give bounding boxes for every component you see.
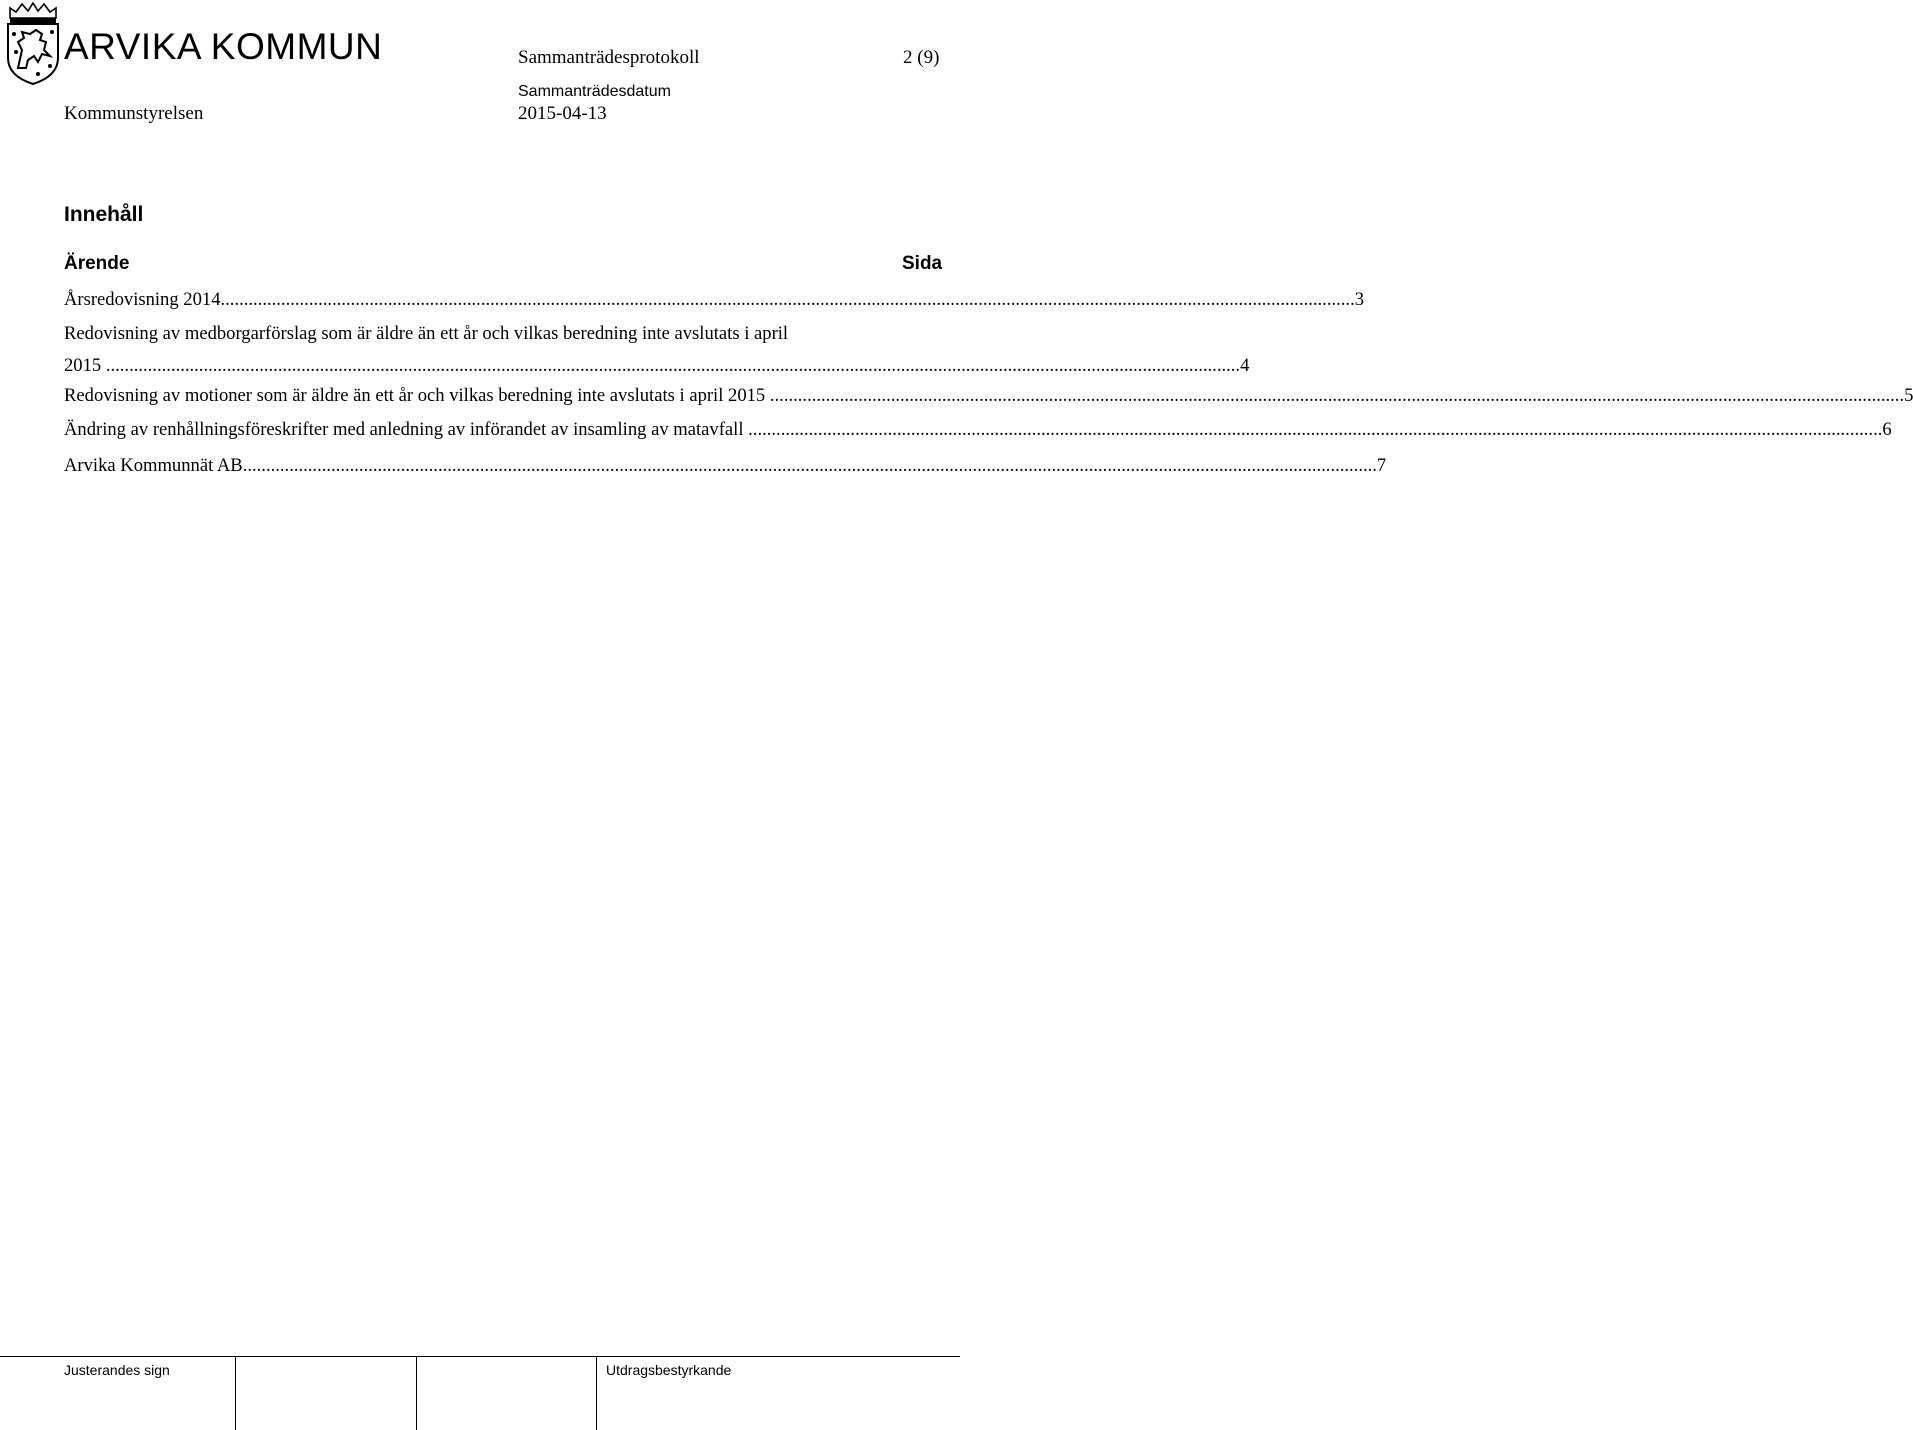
toc-entry-page: 6 [1882, 419, 1892, 440]
toc-leader: .................................................................................................................................................................................................................................................... [101, 355, 1241, 376]
committee-name: Kommunstyrelsen [64, 103, 204, 124]
toc-entry-page: 5 [1904, 385, 1913, 406]
toc-column-page: Sida [902, 253, 943, 274]
signature-box-divider [235, 1356, 236, 1430]
toc-entry-title: Ändring av renhållningsföreskrifter med anledning av införandet av insamling av matavfall [64, 419, 744, 440]
toc-entry[interactable] [64, 450, 1387, 482]
toc-entry-title: Arvika Kommunnät AB [64, 455, 243, 476]
signature-label: Justerandes sign [64, 1362, 170, 1378]
toc-leader: .................................................................................................................................................................................................................................................... [242, 455, 1377, 476]
certification-label: Utdragsbestyrkande [606, 1362, 732, 1378]
coat-of-arms-icon [4, 2, 62, 86]
toc-entry-title: Redovisning av medborgarförslag som är äldre än ett år och vilkas beredning inte avslutats i april [64, 323, 789, 344]
toc-title: Innehåll [64, 203, 144, 226]
date-label: Sammanträdesdatum [518, 83, 671, 100]
toc-entry[interactable] [64, 318, 1250, 382]
toc-entry-title: Årsredovisning 2014 [64, 289, 221, 310]
document-type: Sammanträdesprotokoll [518, 47, 700, 68]
footer-rule [0, 1356, 960, 1357]
signature-box-divider [416, 1356, 417, 1430]
organization-logo: ARVIKA KOMMUN [64, 26, 383, 67]
toc-entry[interactable] [64, 380, 1913, 412]
toc-leader: .................................................................................................................................................................................................................................................... [743, 419, 1883, 440]
toc-leader: .................................................................................................................................................................................................................................................... [220, 289, 1355, 310]
toc-column-item: Ärende [64, 253, 130, 274]
toc-entry[interactable] [64, 284, 1365, 316]
toc-entry-page: 3 [1354, 289, 1365, 310]
toc-entry-page: 4 [1240, 355, 1250, 376]
toc-entry[interactable] [64, 414, 1892, 446]
signature-box-divider [596, 1356, 597, 1430]
page-number: 2 (9) [903, 47, 940, 68]
toc-entry-title-continued: 2015 [64, 355, 102, 376]
toc-leader: .................................................................................................................................................................................................................................................... [765, 385, 1905, 406]
toc-entry-title: Redovisning av motioner som är äldre än ett år och vilkas beredning inte avslutats i april 2015 [64, 385, 766, 406]
meeting-date: 2015-04-13 [518, 103, 607, 124]
toc-entry-page: 7 [1376, 455, 1387, 476]
